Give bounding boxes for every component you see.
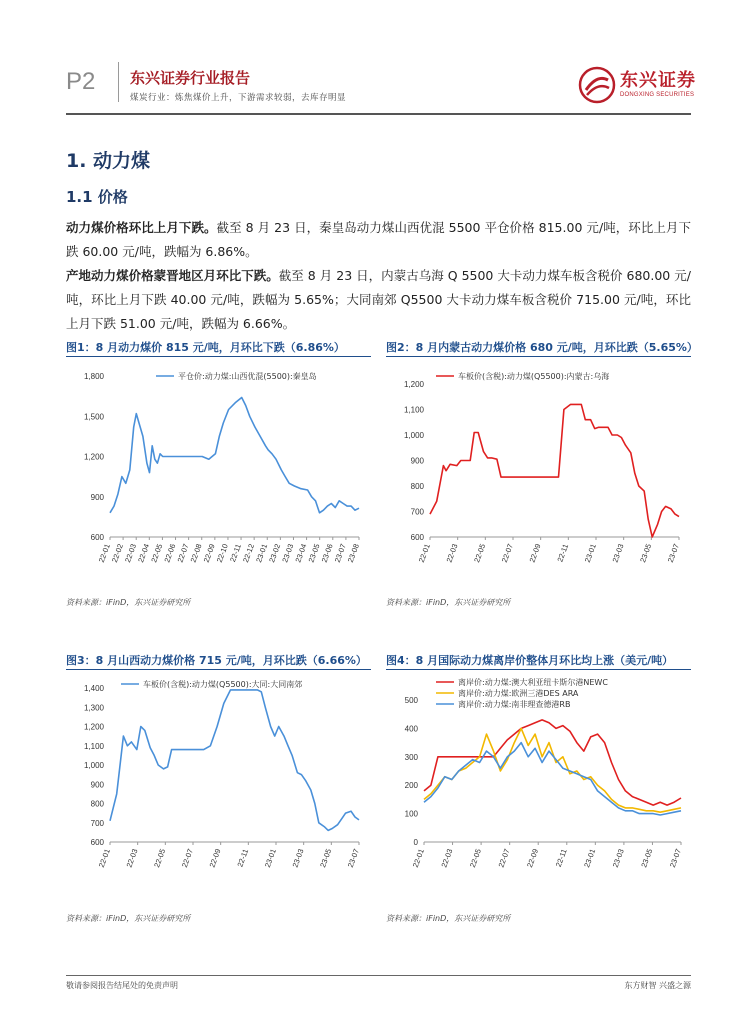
x-tick-label: 23-07 <box>665 542 681 564</box>
x-tick-label: 23-08 <box>345 542 361 564</box>
x-tick-label: 23-06 <box>319 542 335 564</box>
company-logo <box>578 66 698 106</box>
x-tick-label: 22-11 <box>555 542 571 564</box>
y-tick-label: 1,200 <box>403 380 424 389</box>
x-tick-label: 22-05 <box>152 847 168 869</box>
figure-2-title: 图2：8 月内蒙古动力煤价格 680 元/吨，月环比跌（5.65%） <box>386 341 698 354</box>
y-tick-label: 500 <box>404 696 418 705</box>
page-header <box>0 0 755 110</box>
y-tick-label: 1,500 <box>83 412 104 422</box>
y-tick-label: 1,000 <box>403 431 424 440</box>
figure-3-chart <box>66 672 371 894</box>
x-tick-label: 23-05 <box>639 847 655 869</box>
y-tick-label: 1,300 <box>83 703 104 713</box>
x-tick-label: 22-10 <box>214 542 230 564</box>
paragraph-1 <box>66 216 691 264</box>
y-tick-label: 1,200 <box>83 722 104 732</box>
figure-1-source: 资料来源：iFinD，东兴证券研究所 <box>66 598 191 607</box>
footer-slogan: 东方财智 兴盛之源 <box>624 981 691 990</box>
x-tick-label: 22-06 <box>162 542 178 564</box>
y-tick-label: 900 <box>90 492 104 502</box>
x-tick-label: 23-01 <box>582 542 598 564</box>
x-tick-label: 22-04 <box>136 542 152 564</box>
y-tick-label: 0 <box>413 838 418 847</box>
paragraph-1-lead: 动力煤价格环比上月下跌。 <box>66 220 217 235</box>
x-tick-label: 22-09 <box>525 847 541 869</box>
y-tick-label: 200 <box>404 781 418 791</box>
series-line-1 <box>424 728 681 812</box>
footer-rule <box>66 975 691 976</box>
legend-label: 离岸价:动力煤:澳大利亚纽卡斯尔港NEWC <box>458 678 608 687</box>
x-tick-label: 22-05 <box>149 542 165 564</box>
y-tick-label: 800 <box>410 482 424 491</box>
y-tick-label: 1,100 <box>403 405 424 415</box>
x-tick-label: 23-01 <box>254 542 270 564</box>
series-line-0 <box>430 404 679 537</box>
legend-label: 离岸价:动力煤:欧洲三港DES ARA <box>458 689 579 698</box>
x-tick-label: 22-11 <box>553 847 569 869</box>
y-tick-label: 700 <box>410 507 424 517</box>
x-tick-label: 23-01 <box>262 847 278 869</box>
x-tick-label: 23-07 <box>667 847 683 869</box>
figure-1-svg <box>66 362 371 587</box>
report-subtitle: 煤炭行业：炼焦煤价上升，下游需求较弱，去库存明显 <box>130 93 347 103</box>
x-tick-label: 23-07 <box>332 542 348 564</box>
paragraph-2-lead: 产地动力煤价格蒙晋地区月环比下跌。 <box>66 268 279 283</box>
x-tick-label: 22-09 <box>207 847 223 869</box>
legend-label: 车板价(含税):动力煤(Q5500):大同:大同南郊 <box>143 680 303 689</box>
x-tick-label: 22-01 <box>96 542 112 564</box>
x-tick-label: 23-03 <box>610 542 626 564</box>
header-separator <box>118 62 119 102</box>
logo-mark-icon <box>578 66 616 104</box>
logo-name: 东兴证券 <box>620 70 696 91</box>
y-tick-label: 1,200 <box>83 452 104 462</box>
x-tick-label: 23-05 <box>306 542 322 564</box>
y-tick-label: 100 <box>404 809 418 819</box>
figure-4-svg <box>386 672 691 894</box>
x-tick-label: 22-08 <box>188 542 204 564</box>
x-tick-label: 22-09 <box>201 542 217 564</box>
x-tick-label: 22-09 <box>527 542 543 564</box>
x-tick-label: 23-05 <box>638 542 654 564</box>
logo-english-name: DONGXING SECURITIES <box>620 92 695 98</box>
y-tick-label: 600 <box>90 533 104 542</box>
x-tick-label: 22-05 <box>467 847 483 869</box>
y-tick-label: 300 <box>404 752 418 762</box>
subsection-heading: 1.1 价格 <box>66 188 128 206</box>
y-tick-label: 1,400 <box>83 684 104 693</box>
figure-4-title: 图4：8 月国际动力煤离岸价整体月环比均上涨（美元/吨） <box>386 654 674 667</box>
x-tick-label: 22-02 <box>109 542 125 564</box>
figure-2-chart <box>386 362 691 587</box>
series-line-0 <box>110 690 359 831</box>
x-tick-label: 23-02 <box>267 542 283 564</box>
y-tick-label: 600 <box>410 533 424 542</box>
x-tick-label: 22-05 <box>472 542 488 564</box>
y-tick-label: 800 <box>90 799 104 809</box>
x-tick-label: 22-03 <box>124 847 140 869</box>
series-line-0 <box>110 398 359 513</box>
paragraph-1-text: 截至 8 月 23 日，秦皇岛动力煤山西优混 5500 平仓价格 815.00 元/吨，环比上月下跌 60.00 元/吨，跌幅为 6.86%。 <box>66 220 691 259</box>
x-tick-label: 22-11 <box>235 847 251 869</box>
figure-4-rule <box>386 669 691 670</box>
y-tick-label: 700 <box>90 818 104 828</box>
x-tick-label: 23-05 <box>318 847 334 869</box>
y-tick-label: 1,000 <box>83 761 104 770</box>
x-tick-label: 22-07 <box>499 542 515 564</box>
y-tick-label: 1,100 <box>83 741 104 751</box>
x-tick-label: 22-01 <box>410 847 426 869</box>
x-tick-label: 22-11 <box>228 542 243 564</box>
x-tick-label: 22-01 <box>96 847 112 869</box>
figure-1-title: 图1：8 月动力煤价 815 元/吨，月环比下跌（6.86%） <box>66 341 345 354</box>
legend-label: 平仓价:动力煤:山西优混(5500):秦皇岛 <box>178 372 317 381</box>
paragraph-2-text: 截至 8 月 23 日，内蒙古乌海 Q 5500 大卡动力煤车板含税价 680.00 元/吨，环比上月下跌 40.00 元/吨，跌幅为 5.65%；大同南郊 Q5500 大卡动力煤车板含税价 715.00 元/吨，环比上月下跌 51.00 元/吨，跌幅为 6.66%。 <box>66 268 691 331</box>
footer-disclaimer: 敬请参阅报告结尾处的免责声明 <box>66 981 178 990</box>
y-tick-label: 1,800 <box>83 372 104 381</box>
x-tick-label: 23-07 <box>345 847 361 869</box>
x-tick-label: 23-03 <box>280 542 296 564</box>
legend-label: 离岸价:动力煤:南非理查德港RB <box>458 700 571 709</box>
figure-2-source: 资料来源：iFinD，东兴证券研究所 <box>386 598 511 607</box>
x-tick-label: 22-03 <box>123 542 139 564</box>
report-title: 东兴证券行业报告 <box>130 69 251 87</box>
y-tick-label: 900 <box>410 456 424 466</box>
header-rule <box>66 113 691 115</box>
legend-label: 车板价(含税):动力煤(Q5500):内蒙古:乌海 <box>458 372 610 381</box>
y-tick-label: 600 <box>90 838 104 847</box>
figure-3-svg <box>66 672 371 894</box>
figure-3-source: 资料来源：iFinD，东兴证券研究所 <box>66 914 191 923</box>
figure-1-rule <box>66 356 371 357</box>
x-tick-label: 22-03 <box>439 847 455 869</box>
y-tick-label: 900 <box>90 780 104 790</box>
section-heading: 1. 动力煤 <box>66 150 151 172</box>
x-tick-label: 22-07 <box>179 847 195 869</box>
x-tick-label: 22-01 <box>416 542 432 564</box>
x-tick-label: 23-03 <box>610 847 626 869</box>
figure-4-chart <box>386 672 691 894</box>
figure-4-source: 资料来源：iFinD，东兴证券研究所 <box>386 914 511 923</box>
figure-3-rule <box>66 669 371 670</box>
figure-2-svg <box>386 362 691 587</box>
figure-1-chart <box>66 362 371 587</box>
x-tick-label: 23-04 <box>293 542 309 564</box>
x-tick-label: 23-03 <box>290 847 306 869</box>
figure-2-rule <box>386 356 691 357</box>
x-tick-label: 22-07 <box>175 542 191 564</box>
x-tick-label: 22-07 <box>496 847 512 869</box>
paragraph-2 <box>66 264 691 336</box>
figure-3-title: 图3：8 月山西动力煤价格 715 元/吨，月环比跌（6.66%） <box>66 654 367 667</box>
x-tick-label: 22-12 <box>241 542 257 564</box>
page-number: P2 <box>66 68 96 95</box>
series-line-0 <box>424 720 681 805</box>
y-tick-label: 400 <box>404 724 418 734</box>
x-tick-label: 22-03 <box>444 542 460 564</box>
x-tick-label: 23-01 <box>582 847 598 869</box>
